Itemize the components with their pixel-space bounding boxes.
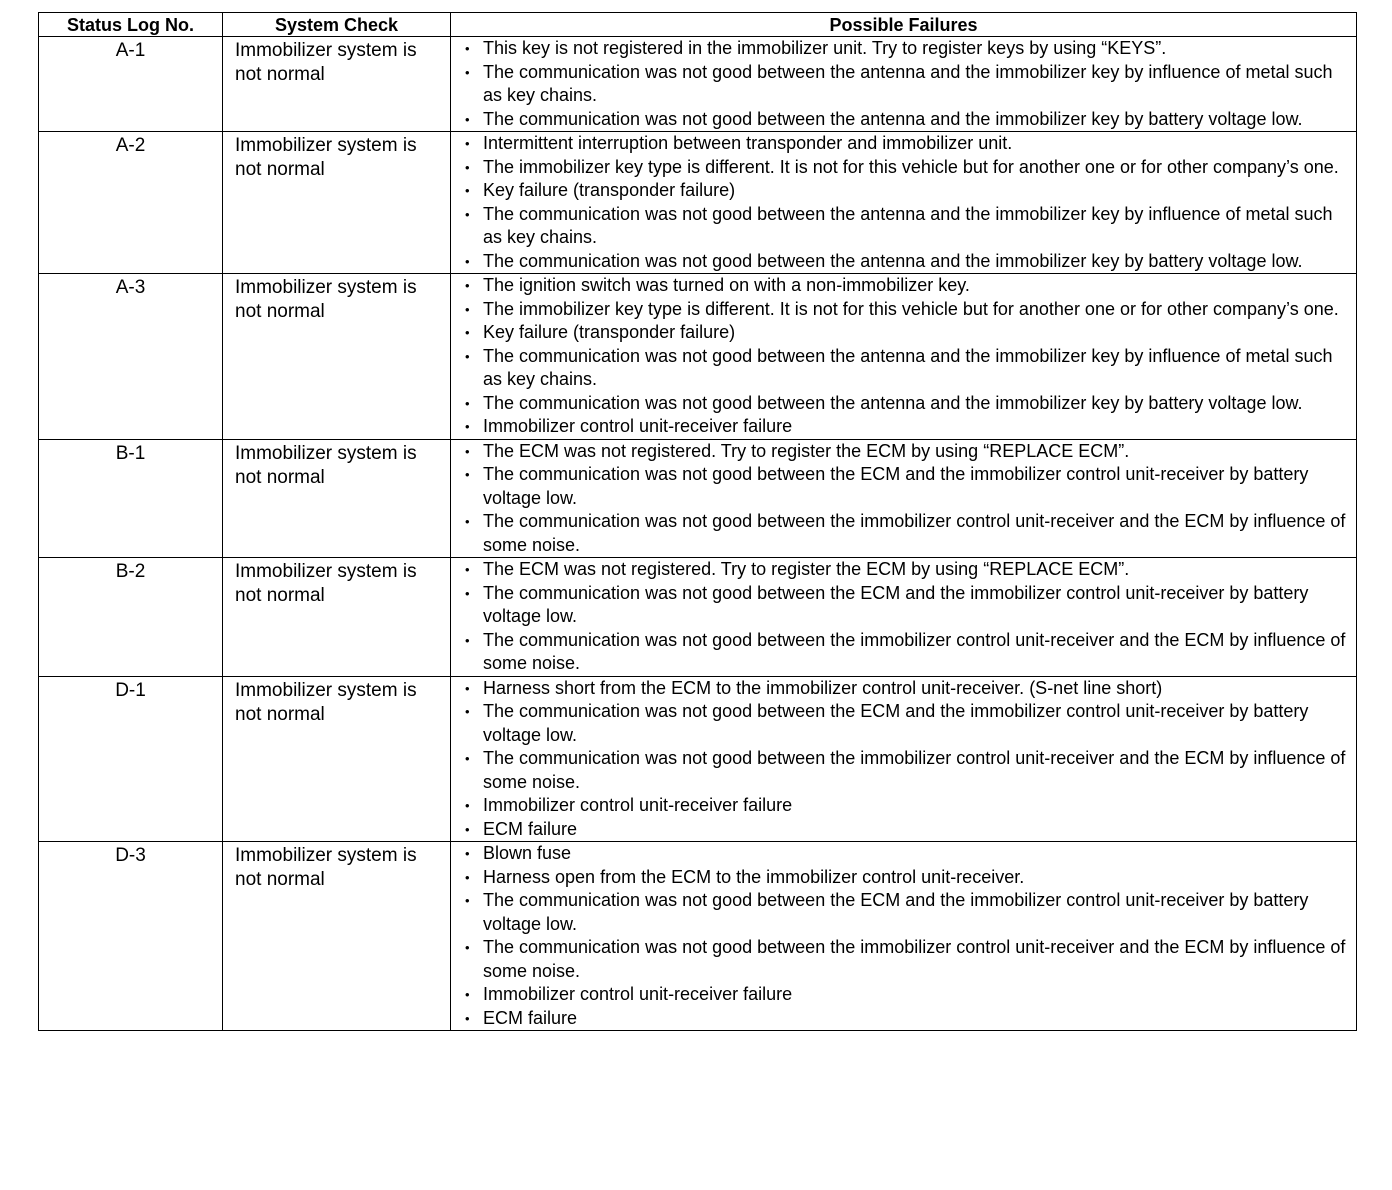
possible-failures-cell: [451, 132, 1357, 274]
failure-item: • The communication was not good between the antenna and the immobilizer key by influence of metal such as key chains.: [451, 203, 1348, 250]
failure-item: • Key failure (transponder failure): [451, 321, 1348, 345]
failure-item: • The communication was not good between the immobilizer control unit-receiver and the ECM by influence of some noise.: [451, 510, 1348, 557]
possible-failures-cell: [451, 274, 1357, 440]
table-row: [39, 132, 1357, 274]
table-header-row: [39, 13, 1357, 37]
status-log-number: D-3: [39, 842, 223, 1031]
failure-list: [451, 677, 1348, 842]
failure-item: • The communication was not good between the immobilizer control unit-receiver and the ECM by influence of some noise.: [451, 629, 1348, 676]
failure-item: • Harness open from the ECM to the immobilizer control unit-receiver.: [451, 866, 1348, 890]
failure-item: • Immobilizer control unit-receiver failure: [451, 794, 1348, 818]
status-log-table: [38, 12, 1357, 1031]
failure-item: • The ignition switch was turned on with a non-immobilizer key.: [451, 274, 1348, 298]
status-log-number: A-2: [39, 132, 223, 274]
failure-item: • Intermittent interruption between transponder and immobilizer unit.: [451, 132, 1348, 156]
status-log-number: A-1: [39, 37, 223, 132]
table-row: [39, 558, 1357, 677]
system-check-text: Immobilizer system is not normal: [223, 676, 451, 842]
failure-item: • Key failure (transponder failure): [451, 179, 1348, 203]
failure-item: • The communication was not good between the ECM and the immobilizer control unit-receiver by battery voltage low.: [451, 889, 1348, 936]
failure-item: • The communication was not good between the ECM and the immobilizer control unit-receiver by battery voltage low.: [451, 700, 1348, 747]
document-page: [38, 12, 1356, 1031]
failure-list: [451, 558, 1348, 676]
possible-failures-cell: [451, 37, 1357, 132]
status-log-number: A-3: [39, 274, 223, 440]
failure-item: • The communication was not good between the ECM and the immobilizer control unit-receiver by battery voltage low.: [451, 582, 1348, 629]
status-log-number: D-1: [39, 676, 223, 842]
possible-failures-cell: [451, 558, 1357, 677]
system-check-text: Immobilizer system is not normal: [223, 132, 451, 274]
failure-item: • The communication was not good between the antenna and the immobilizer key by battery voltage low.: [451, 392, 1348, 416]
failure-list: [451, 440, 1348, 558]
possible-failures-cell: [451, 439, 1357, 558]
failure-item: • Harness short from the ECM to the immobilizer control unit-receiver. (S-net line short): [451, 677, 1348, 701]
failure-item: • ECM failure: [451, 1007, 1348, 1031]
failure-list: [451, 842, 1348, 1030]
status-log-number: B-1: [39, 439, 223, 558]
status-log-number: B-2: [39, 558, 223, 677]
failure-item: • The immobilizer key type is different. It is not for this vehicle but for another one or for other company’s one.: [451, 298, 1348, 322]
possible-failures-cell: [451, 676, 1357, 842]
system-check-text: Immobilizer system is not normal: [223, 37, 451, 132]
header-system-check: System Check: [223, 13, 451, 37]
possible-failures-cell: [451, 842, 1357, 1031]
header-possible-failures: Possible Failures: [451, 13, 1357, 37]
failure-item: • The communication was not good between the antenna and the immobilizer key by influence of metal such as key chains.: [451, 61, 1348, 108]
failure-item: • Immobilizer control unit-receiver failure: [451, 983, 1348, 1007]
failure-item: • The ECM was not registered. Try to register the ECM by using “REPLACE ECM”.: [451, 440, 1348, 464]
failure-item: • Immobilizer control unit-receiver failure: [451, 415, 1348, 439]
table-body: [39, 37, 1357, 1031]
table-row: [39, 676, 1357, 842]
system-check-text: Immobilizer system is not normal: [223, 558, 451, 677]
failure-item: • The communication was not good between the immobilizer control unit-receiver and the ECM by influence of some noise.: [451, 747, 1348, 794]
failure-list: [451, 37, 1348, 131]
system-check-text: Immobilizer system is not normal: [223, 274, 451, 440]
failure-item: • Blown fuse: [451, 842, 1348, 866]
failure-item: • ECM failure: [451, 818, 1348, 842]
failure-item: • The immobilizer key type is different. It is not for this vehicle but for another one or for other company’s one.: [451, 156, 1348, 180]
failure-list: [451, 274, 1348, 439]
table-row: [39, 37, 1357, 132]
failure-item: • The communication was not good between the antenna and the immobilizer key by battery voltage low.: [451, 250, 1348, 274]
failure-list: [451, 132, 1348, 273]
system-check-text: Immobilizer system is not normal: [223, 439, 451, 558]
table-row: [39, 842, 1357, 1031]
table-row: [39, 439, 1357, 558]
failure-item: • The ECM was not registered. Try to register the ECM by using “REPLACE ECM”.: [451, 558, 1348, 582]
system-check-text: Immobilizer system is not normal: [223, 842, 451, 1031]
failure-item: • The communication was not good between the ECM and the immobilizer control unit-receiver by battery voltage low.: [451, 463, 1348, 510]
failure-item: • This key is not registered in the immobilizer unit. Try to register keys by using “KEYS”.: [451, 37, 1348, 61]
header-status-log-no: Status Log No.: [39, 13, 223, 37]
table-row: [39, 274, 1357, 440]
failure-item: • The communication was not good between the immobilizer control unit-receiver and the ECM by influence of some noise.: [451, 936, 1348, 983]
failure-item: • The communication was not good between the antenna and the immobilizer key by influence of metal such as key chains.: [451, 345, 1348, 392]
failure-item: • The communication was not good between the antenna and the immobilizer key by battery voltage low.: [451, 108, 1348, 132]
